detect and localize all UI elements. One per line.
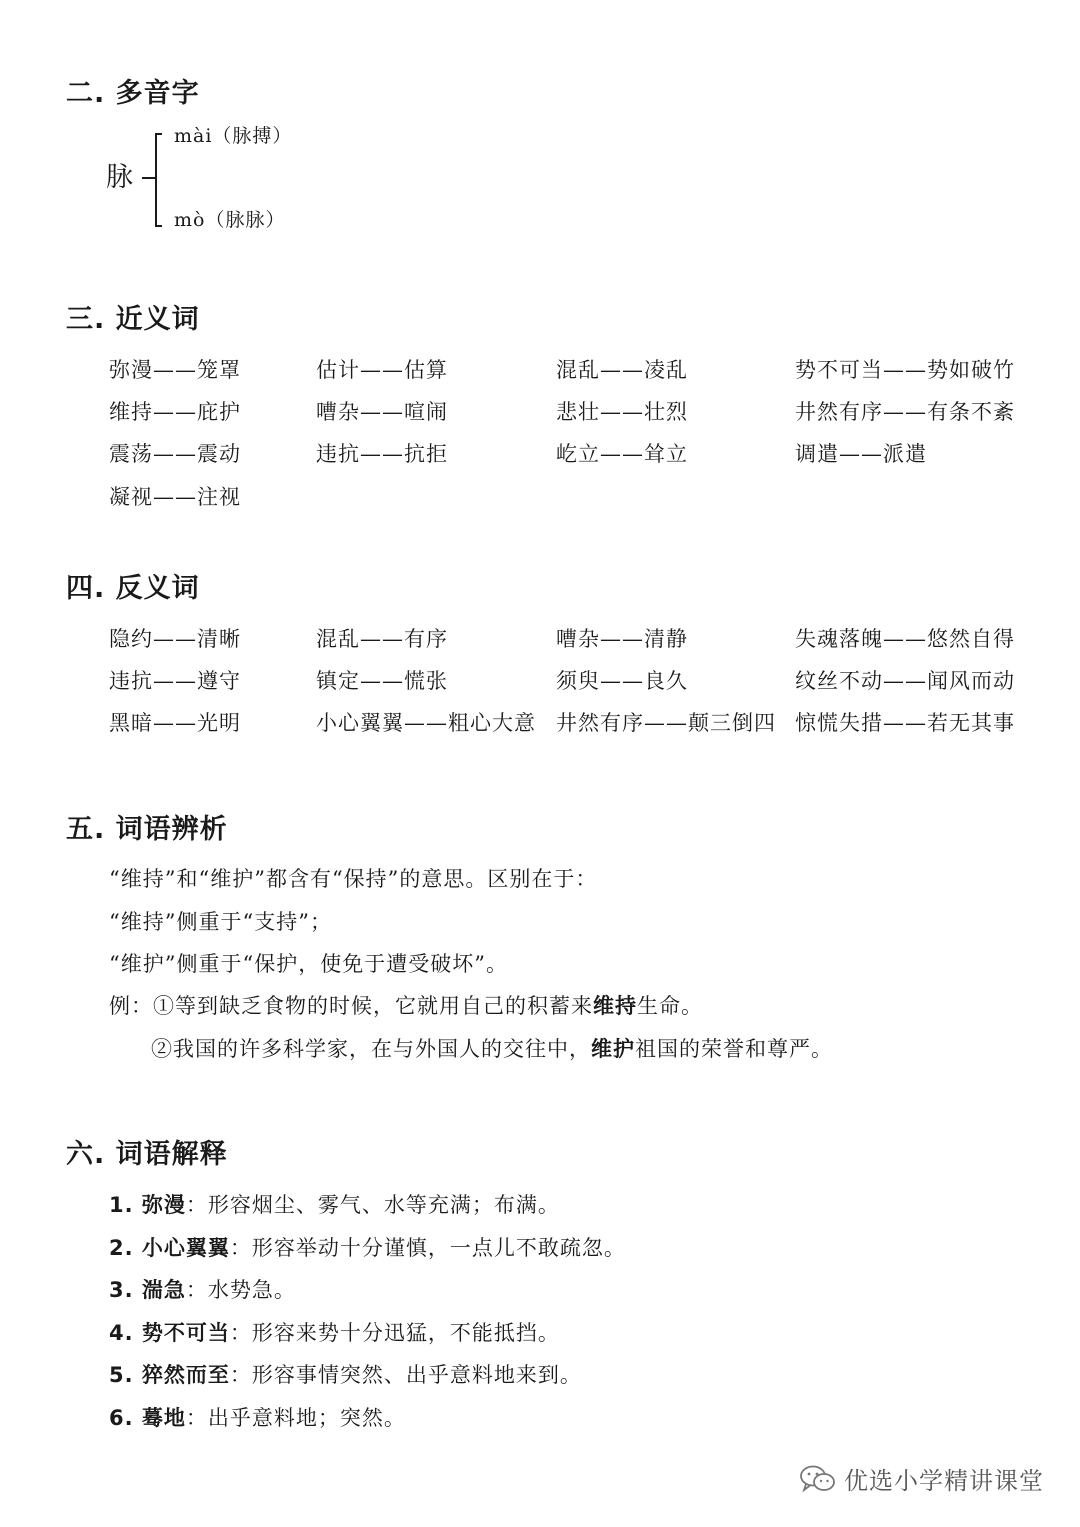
antonym-pair: 纹丝不动——闻风而动 (795, 669, 1015, 693)
antonym-pair: 失魂落魄——悠然自得 (795, 627, 1015, 651)
definition-term: 3. 湍急 (109, 1278, 186, 1302)
definition-item (109, 1317, 560, 1349)
definition-item (109, 1402, 406, 1434)
example-text: 祖国的荣誉和尊严。 (635, 1037, 833, 1061)
definition-text: ：形容来势十分迅猛，不能抵挡。 (229, 1321, 560, 1345)
synonym-row (0, 481, 1080, 513)
antonym-row (0, 665, 1080, 697)
example-keyword: 维持 (593, 994, 637, 1018)
synonym-pair: 估计——估算 (316, 358, 448, 382)
section-heading-polyphone: 二. 多音字 (66, 78, 200, 109)
synonym-pair: 调遣——派遣 (795, 442, 927, 466)
synonym-pair: 屹立——耸立 (556, 442, 688, 466)
definition-term: 6. 蓦地 (109, 1406, 186, 1430)
example-text: 生命。 (637, 994, 703, 1018)
synonym-pair: 违抗——抗拒 (316, 442, 448, 466)
definition-term: 4. 势不可当 (109, 1321, 230, 1345)
analysis-line: “维持”和“维护”都含有“保持”的意思。区别在于： (109, 867, 598, 891)
synonym-pair: 维持——庇护 (109, 400, 241, 424)
antonym-pair: 小心翼翼——粗心大意 (316, 711, 536, 735)
synonym-pair: 势不可当——势如破竹 (795, 358, 1015, 382)
synonym-pair: 悲壮——壮烈 (556, 400, 688, 424)
section-heading-antonyms: 四. 反义词 (66, 573, 200, 604)
example-text: ②我国的许多科学家，在与外国人的交往中， (151, 1037, 591, 1061)
polyphone-character: 脉 (106, 162, 133, 193)
definition-item (109, 1359, 582, 1391)
definition-term: 2. 小心翼翼 (109, 1236, 230, 1260)
definition-text: ：水势急。 (185, 1278, 296, 1302)
synonym-pair: 混乱——凌乱 (556, 358, 688, 382)
antonym-pair: 黑暗——光明 (109, 711, 241, 735)
definition-text: ：形容举动十分谨慎，一点儿不敢疏忽。 (229, 1236, 626, 1260)
antonym-pair: 嘈杂——清静 (556, 627, 688, 651)
definition-text: ：形容烟尘、雾气、水等充满；布满。 (185, 1193, 560, 1217)
polyphone-reading-1: mài（脉搏） (174, 125, 293, 147)
wechat-icon (798, 1463, 838, 1495)
example-text: 例：①等到缺乏食物的时候，它就用自己的积蓄来 (109, 994, 593, 1018)
synonym-row (0, 396, 1080, 428)
synonym-pair: 弥漫——笼罩 (109, 358, 241, 382)
analysis-line: “维护”侧重于“保护，使免于遭受破坏”。 (109, 952, 508, 976)
brace-icon (138, 132, 168, 228)
antonym-row (0, 623, 1080, 655)
antonym-pair: 隐约——清晰 (109, 627, 241, 651)
antonym-row (0, 707, 1080, 739)
example-sentence-2 (151, 1033, 833, 1065)
synonym-row (0, 438, 1080, 470)
synonym-pair: 嘈杂——喧闹 (316, 400, 448, 424)
definition-text: ：形容事情突然、出乎意料地来到。 (229, 1363, 582, 1387)
example-keyword: 维护 (591, 1037, 635, 1061)
antonym-pair: 混乱——有序 (316, 627, 448, 651)
polyphone-reading-2: mò（脉脉） (174, 209, 286, 231)
definition-term: 1. 弥漫 (109, 1193, 186, 1217)
section-heading-definitions: 六. 词语解释 (66, 1139, 228, 1170)
definition-item (109, 1232, 626, 1264)
antonym-pair: 镇定——慌张 (316, 669, 448, 693)
antonym-pair: 井然有序——颠三倒四 (556, 711, 776, 735)
analysis-line: “维持”侧重于“支持”； (109, 910, 332, 934)
definition-item (109, 1189, 560, 1221)
synonym-pair: 凝视——注视 (109, 485, 241, 509)
antonym-pair: 惊慌失措——若无其事 (795, 711, 1015, 735)
antonym-pair: 须臾——良久 (556, 669, 688, 693)
watermark (798, 1461, 1044, 1496)
synonym-pair: 震荡——震动 (109, 442, 241, 466)
watermark-text: 优选小学精讲课堂 (844, 1467, 1044, 1495)
section-heading-analysis: 五. 词语辨析 (66, 814, 228, 845)
synonym-pair: 井然有序——有条不紊 (795, 400, 1015, 424)
definition-text: ：出乎意料地；突然。 (185, 1406, 406, 1430)
definition-item (109, 1274, 296, 1306)
antonym-pair: 违抗——遵守 (109, 669, 241, 693)
definition-term: 5. 猝然而至 (109, 1363, 230, 1387)
section-heading-synonyms: 三. 近义词 (66, 304, 200, 335)
example-sentence-1 (109, 990, 703, 1022)
synonym-row (0, 354, 1080, 386)
